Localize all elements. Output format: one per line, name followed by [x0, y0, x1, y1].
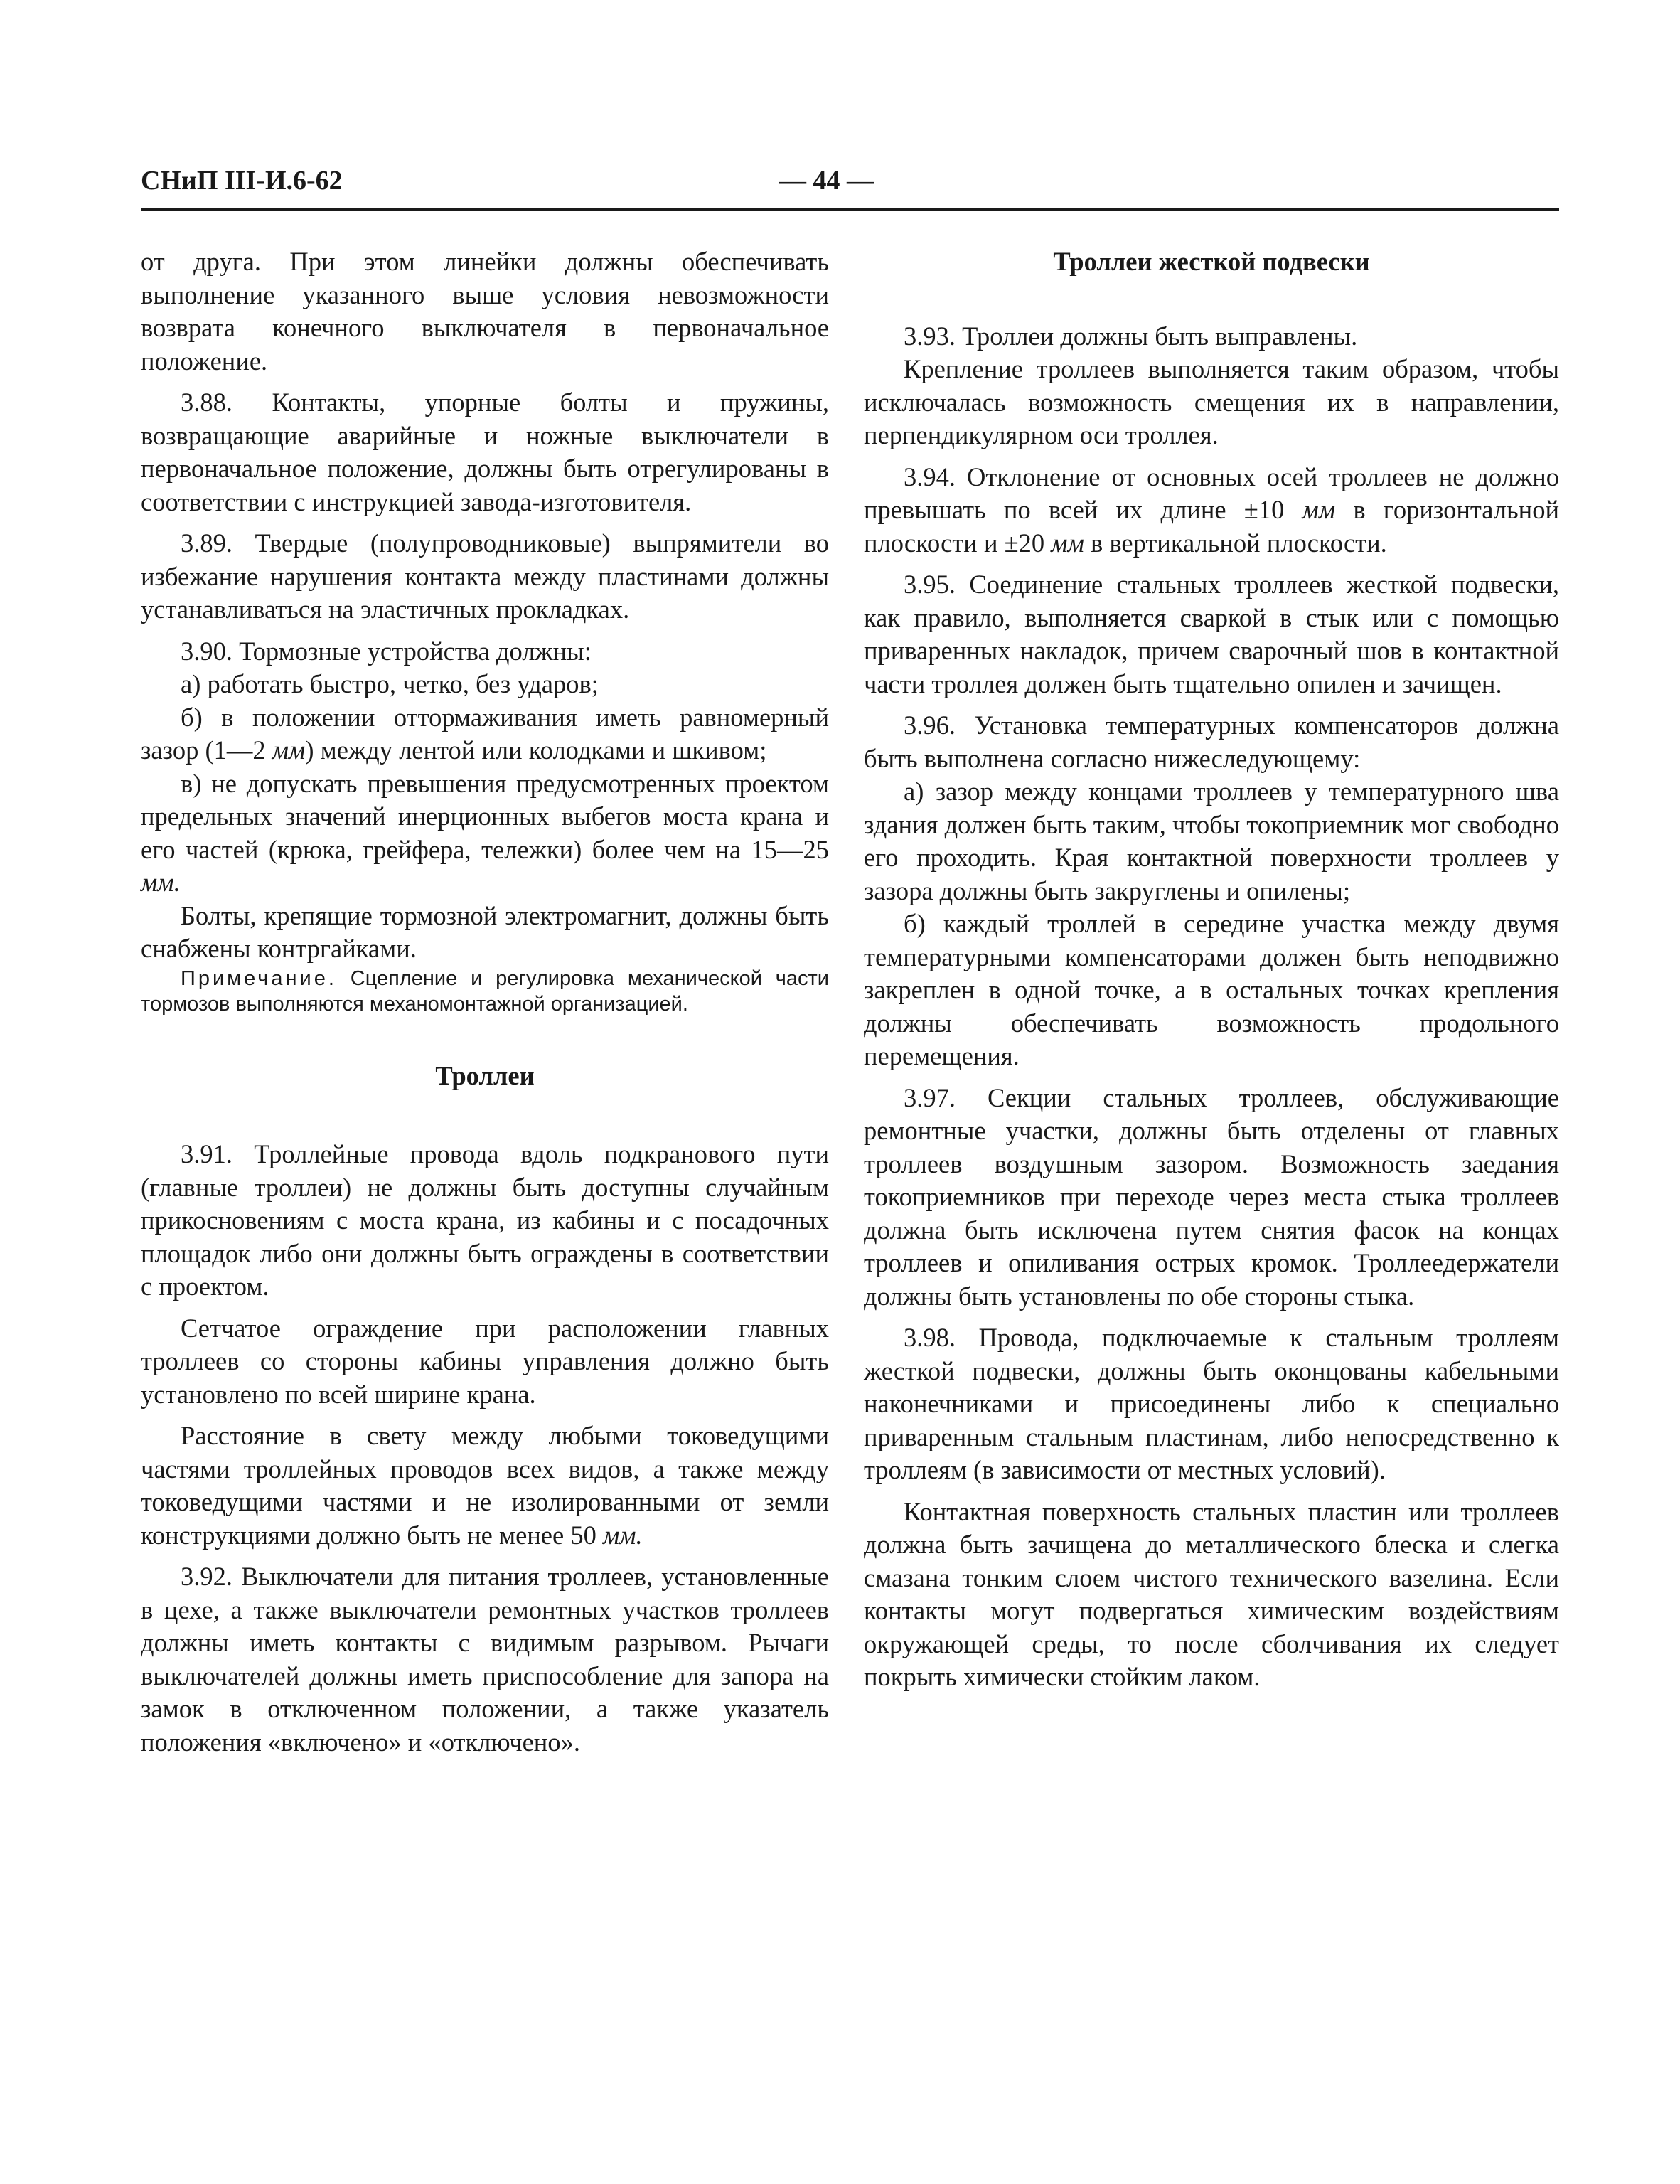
- clause-3-97: 3.97. Секции стальных троллеев, обслуживающие ремонтные участки, должны быть отделены от главных троллеев воздушным зазором. Возможность заедания токоприемников при переходе через места стыка троллеев должна быть исключена путем снятия фасок на концах троллеев и опиливания острых кромок. Троллеедержатели должны быть установлены по обе стороны стыка.: [864, 1082, 1560, 1311]
- mesh-paragraph: Сетчатое ограждение при расположении главных троллеев со стороны кабины управления должно быть установлено по всей ширине крана.: [141, 1313, 829, 1409]
- note-text: Сцепление и регулировка механической части тормозов выполняются механомонтажной организацией.: [141, 966, 829, 1016]
- clause-number: 3.88.: [181, 388, 232, 417]
- clause-number: 3.95.: [904, 570, 956, 599]
- fixing-paragraph: Крепление троллеев выполняется таким образом, чтобы исключалась возможность смещения их в направлении, перпендикулярном оси троллея.: [864, 354, 1559, 449]
- page-header: [141, 165, 1559, 208]
- clause-3-88: 3.88. Контакты, упорные болты и пружины, возвращающие аварийные и ножные выключатели в первоначальное положение, должны быть отрегулированы в соответствии с инструкцией завода-изготовителя.: [141, 388, 830, 516]
- clause-number: 3.98.: [904, 1323, 956, 1352]
- page-number: — 44 —: [779, 166, 874, 196]
- right-column: [864, 245, 1559, 1703]
- clause-number: 3.96.: [904, 710, 956, 740]
- section-heading-rigid-trolleys: Троллеи жесткой подвески: [1053, 247, 1370, 276]
- clause-3-91: 3.91. Троллейные провода вдоль подкранового пути (главные троллеи) не должны быть доступны случайным прикосновениям с моста крана, из кабины и с посадочных площадок либо они должны быть ограждены в соответствии с проектом.: [141, 1139, 829, 1301]
- clause-3-90-a: а) работать быстро, четко, без ударов;: [181, 669, 599, 698]
- section-heading-trolleys: Троллеи: [435, 1060, 535, 1090]
- clause-number: 3.97.: [904, 1082, 956, 1112]
- note: [141, 966, 829, 1017]
- clause-3-93: 3.93. Троллеи должны быть выправлены.: [904, 321, 1358, 351]
- clause-number: 3.91.: [181, 1139, 232, 1168]
- clause-number: 3.93.: [904, 321, 956, 351]
- clause-3-90-b: б) в положении оттормаживания иметь равномерный зазор (1—2 мм) между лентой или колодками и шкивом;: [141, 702, 829, 765]
- left-column: [141, 245, 829, 1767]
- header-rule: [141, 208, 1559, 211]
- note-label: Примечание.: [181, 966, 337, 990]
- clause-3-92: 3.92. Выключатели для питания троллеев, установленные в цехе, а также выключатели ремонтных участков троллеев должны иметь контакты с видимым разрывом. Рычаги выключателей должны иметь приспособление для запора на замок в отключенном положении, а также указатель положения «включено» и «отключено».: [141, 1562, 829, 1757]
- document-code: СНиП III-И.6-62: [141, 166, 343, 196]
- distance-paragraph: Расстояние в свету между любыми токоведущими частями троллейных проводов всех видов, а также между токоведущими частями и не изолированными от земли конструкциями должно быть не менее 50 мм.: [141, 1421, 829, 1550]
- clause-3-98: 3.98. Провода, подключаемые к стальным троллеям жесткой подвески, должны быть оконцованы кабельными наконечниками и присоединены либо к специально приваренным стальным пластинам, либо непосредственно к троллеям (в зависимости от местных условий).: [864, 1323, 1559, 1484]
- clause-number: 3.89.: [181, 528, 232, 558]
- clause-number: 3.90.: [181, 636, 232, 666]
- bolts-paragraph: Болты, крепящие тормозной электромагнит, должны быть снабжены контргайками.: [141, 900, 829, 963]
- clause-3-95: 3.95. Соединение стальных троллеев жесткой подвески, как правило, выполняется сваркой в стык или с помощью приваренных накладок, причем сварочный шов в контактной части троллея должен быть тщательно опилен и зачищен.: [864, 570, 1559, 698]
- clause-3-96-a: а) зазор между концами троллеев у температурного шва здания должен быть таким, чтобы токоприемник мог свободно его проходить. Края контактной поверхности троллеев у зазора должны быть закруглены и опилены;: [864, 777, 1559, 905]
- clause-3-89: 3.89. Твердые (полупроводниковые) выпрямители во избежание нарушения контакта между пластинами должны устанавливаться на эластичных прокладках.: [141, 528, 829, 624]
- contact-paragraph: Контактная поверхность стальных пластин или троллеев должна быть зачищена до металлического блеска и слегка смазана тонким слоем чистого технического вазелина. Если контакты могут подвергаться химическим воздействиям окружающей среды, то после сболчивания их следует покрыть химически стойким лаком.: [864, 1496, 1559, 1691]
- clause-3-90-v: в) не допускать превышения предусмотренных проектом предельных значений инерционных выбегов моста крана и его частей (крюка, грейфера, тележки) более чем на 15—25 мм.: [141, 768, 829, 897]
- clause-3-96: 3.96. Установка температурных компенсаторов должна быть выполнена согласно нижеследующему:: [864, 710, 1559, 773]
- paragraph-continuation: от друга. При этом линейки должны обеспечивать выполнение указанного выше условия невозможности возврата конечного выключателя в первоначальное положение.: [141, 247, 829, 375]
- clause-number: 3.92.: [181, 1562, 232, 1591]
- clause-3-96-b: б) каждый троллей в середине участка между двумя температурными компенсаторами должен быть неподвижно закреплен в одной точке, а в остальных точках крепления должны обеспечивать возможность продольного перемещения.: [864, 909, 1559, 1070]
- clause-3-94: 3.94. Отклонение от основных осей троллеев не должно превышать по всей их длине ±10 мм в горизонтальной плоскости и ±20 мм в вертикальной плоскости.: [864, 462, 1559, 558]
- clause-3-90: 3.90. Тормозные устройства должны:: [181, 636, 592, 666]
- clause-number: 3.94.: [904, 462, 956, 491]
